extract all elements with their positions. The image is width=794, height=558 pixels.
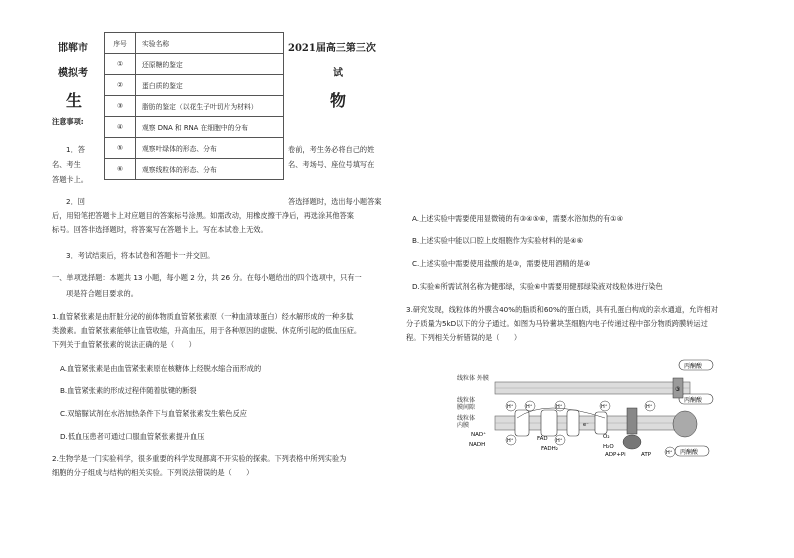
- table-cell: 脂肪的鉴定（以花生子叶切片为材料）: [136, 96, 284, 117]
- table-row: [105, 96, 284, 117]
- notes-1a: 1．答: [66, 145, 85, 154]
- complex-1: [515, 410, 529, 436]
- table-cell: ①: [105, 54, 136, 75]
- h-ion: H⁺: [507, 404, 514, 410]
- h-ion: H⁺: [646, 404, 653, 410]
- electron-label: e⁻: [583, 422, 589, 428]
- table-row: [105, 33, 284, 54]
- atp-label: ATP: [641, 452, 652, 458]
- h-ion: H⁺: [556, 404, 563, 410]
- table-cell: ④: [105, 117, 136, 138]
- q2-option-d: D.实验⑥所需试剂名称为健那绿，实验⑥中需要用健那绿染液对线粒体进行染色: [412, 282, 663, 291]
- section1-line2: 项是符合题目要求的。: [66, 289, 138, 298]
- notes-2-line3: 标号。回答非选择题时，将答案写在答题卡上。写在本试卷上无效。: [52, 225, 268, 234]
- q1-option-b: B.血管紧张素的形成过程伴随着肽键的断裂: [60, 386, 197, 395]
- label-intermembrane: 线粒体膜间隙: [457, 397, 476, 411]
- table-cell: ⑥: [105, 159, 136, 180]
- h-ion: H⁺: [556, 438, 563, 444]
- nad-label: NAD⁺: [471, 432, 487, 438]
- q1-option-c: C.双缩脲试剂在水浴加热条件下与血管紧张素发生紫色反应: [60, 409, 247, 418]
- complex-3: [567, 410, 579, 436]
- table-cell: ⑤: [105, 138, 136, 159]
- q2-stem2: 细胞的分子组成与结构的相关实验。下列说法错误的是（ ）: [52, 468, 254, 477]
- header-exam: 模拟考: [58, 68, 88, 79]
- notes-2-right: 答选择题时，选出每小题答案: [288, 197, 382, 206]
- experiment-table: [104, 32, 284, 180]
- q1-stem1: 1.血管紧张素是由肝脏分泌的前体物质血管紧张素原（一种血清球蛋白）经水解形成的一种多肽: [52, 312, 354, 321]
- fad-label: FAD: [537, 436, 548, 442]
- notes-1b: 名、考生: [52, 160, 81, 169]
- q2-option-b: B.上述实验中能以口腔上皮细胞作为实验材料的是④⑥: [412, 236, 584, 245]
- table-cell: ③: [105, 96, 136, 117]
- table-cell: 观察线粒体的形态、分布: [136, 159, 284, 180]
- h-ion: H⁺: [526, 404, 533, 410]
- h-ion: H⁺: [666, 450, 673, 456]
- pyruvate-label-1: 丙酮酸: [684, 363, 703, 370]
- q2-stem1: 2.生物学是一门实验科学，很多重要的科学发现都离不开实验的探索。下列表格中所列实验为: [52, 454, 347, 463]
- q3-stem3: 程。下列相关分析错误的是（ ）: [406, 333, 522, 342]
- o2-label: O₂: [603, 434, 610, 440]
- q1-stem3: 下列关于血管紧张素的说法正确的是（ ）: [52, 340, 196, 349]
- subject-right: 物: [330, 91, 347, 110]
- table-cell: 还原糖的鉴定: [136, 54, 284, 75]
- table-row: [105, 75, 284, 96]
- notes-2-line2: 后，用铅笔把答题卡上对应题目的答案标号涂黑。如需改动，用橡皮擦干净后，再选涂其他答案: [52, 211, 354, 220]
- header-title: 2021届高三第三次: [288, 43, 376, 54]
- notes-title: 注意事项:: [52, 117, 84, 126]
- q3-stem2: 分子质量为5kD以下的分子通过。如图为马铃薯块茎细胞内电子传递过程中部分物质跨膜转运过: [406, 319, 708, 328]
- header-city: 邯郸市: [58, 43, 88, 54]
- label-inner-membrane: 线粒体内膜: [457, 415, 476, 429]
- fadh2-label: FADH₂: [541, 446, 558, 452]
- notes-3: 3．考试结束后，将本试卷和答题卡一并交回。: [66, 251, 215, 260]
- table-cell: 观察 DNA 和 RNA 在细胞中的分布: [136, 117, 284, 138]
- table-row: [105, 54, 284, 75]
- q2-option-a: A.上述实验中需要使用显微镜的有③④⑤⑥，需要水浴加热的有①④: [412, 214, 624, 223]
- h-ion: H⁺: [601, 404, 608, 410]
- atp-synthase: [627, 408, 637, 434]
- q1-option-a: A.血管紧张素是由血管紧张素原在核糖体上经脱水缩合而形成的: [60, 364, 262, 373]
- q1-option-d: D.低血压患者可通过口服血管紧张素提升血压: [60, 432, 205, 441]
- label-3: ③: [675, 386, 681, 393]
- pyruvate-label-3: 丙酮酸: [680, 449, 699, 456]
- q1-stem2: 类激素。血管紧张素能够让血管收缩，升高血压，用于各种原因的虚脱、休克所引起的低血压症。: [52, 326, 362, 335]
- notes-1-right-a: 卷前，考生务必将自己的姓: [288, 145, 375, 154]
- notes-2a: 2．回: [66, 197, 85, 206]
- notes-1c: 答题卡上。: [52, 175, 88, 184]
- adp-label: ADP+Pi: [605, 452, 626, 458]
- subject-left: 生: [66, 91, 83, 110]
- q2-option-c: C.上述实验中需要使用盐酸的是③，需要使用酒精的是④: [412, 259, 591, 268]
- table-row: [105, 138, 284, 159]
- pyruvate-carrier: [673, 411, 697, 437]
- pyruvate-label-2: 丙酮酸: [684, 397, 703, 404]
- table-header-cell: 实验名称: [136, 33, 284, 54]
- section1-line1: 一、单项选择题：本题共 13 小题，每小题 2 分，共 26 分。在每小题给出的四个选项中，只有一: [52, 273, 362, 282]
- label-outer-membrane: 线粒体 外膜: [457, 375, 489, 382]
- q3-stem1: 3.研究发现，线粒体的外膜含40%的脂质和60%的蛋白质，具有孔蛋白构成的亲水通道，允许相对: [406, 305, 718, 314]
- notes-1-right-b: 名、考场号、座位号填写在: [288, 160, 375, 169]
- table-header-cell: 序号: [105, 33, 136, 54]
- table-cell: 观察叶绿体的形态、分布: [136, 138, 284, 159]
- h-ion: H⁺: [507, 438, 514, 444]
- h2o-label: H₂O: [603, 444, 614, 450]
- table-row: [105, 117, 284, 138]
- nadh-label: NADH: [469, 442, 486, 448]
- complex-2: [541, 410, 557, 436]
- table-row: [105, 159, 284, 180]
- table-cell: ②: [105, 75, 136, 96]
- mitochondria-membrane-figure: [455, 358, 720, 470]
- header-title-cont: 试: [333, 68, 343, 79]
- table-cell: 蛋白质的鉴定: [136, 75, 284, 96]
